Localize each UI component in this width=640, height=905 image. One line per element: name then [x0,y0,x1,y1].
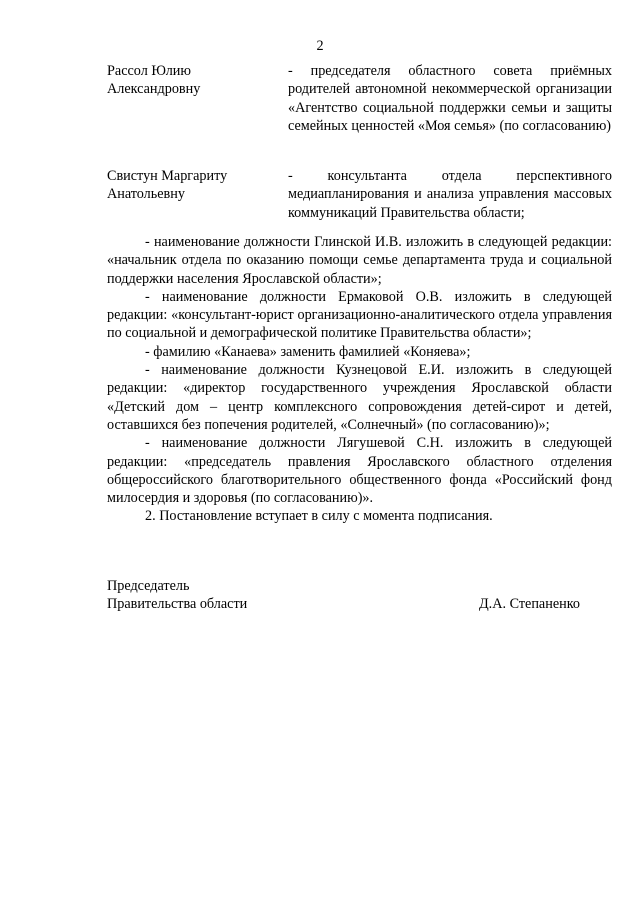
person-name: Рассол Юлию Александровну [107,63,201,98]
amendment-item: - наименование должности Кузнецовой Е.И. изложить в следующей редакции: «директор государственного учреждения Ярославской области «Детский дом – центр комплексного сопровождения детей-сирот и детей, оставшихся без попечения родителей, «Солнечный» (по согласованию)»; [107,362,612,433]
page-number: 2 [316,38,324,54]
signatory-title [107,577,247,614]
person-role: - председателя областного совета приёмных родителей автономной некоммерческой организации «Агентство социальной поддержки семьи и защиты семейных ценностей «Моя семья» (по согласованию) [288,63,612,134]
signatory-title-line: Председатель [107,578,190,594]
amendment-item: - наименование должности Лягушевой С.Н. изложить в следующей редакции: «председатель правления Ярославского областного отделения общероссийского благотворительного общественного фонда «Российский фонд милосердия и здоровья (по согласованию)». [107,435,612,507]
amendment-item: - наименование должности Ермаковой О.В. изложить в следующей редакции: «консультант-юрист организационно-аналитического отдела управления по социальной и демографической политике Правительства области»; [107,288,612,342]
amendment-item: - наименование должности Глинской И.В. изложить в следующей редакции: «начальник отдела по оказанию помощи семье департамента труда и социальной поддержки населения Ярославской области»; [107,234,612,287]
signatory-title-line: Правительства области [107,596,248,613]
resolution-effective-clause: 2. Постановление вступает в силу с момента подписания. [145,508,493,525]
amendment-item: - фамилию «Канаева» заменить фамилией «Коняева»; [145,343,471,360]
person-name: Свистун Маргариту Анатольевну [107,168,228,203]
person-role: - консультанта отдела перспективного медиапланирования и анализа управления массовых коммуникаций Правительства области; [288,168,612,221]
signatory-name: Д.А. Степаненко [479,596,580,612]
amendments-list [107,233,612,526]
